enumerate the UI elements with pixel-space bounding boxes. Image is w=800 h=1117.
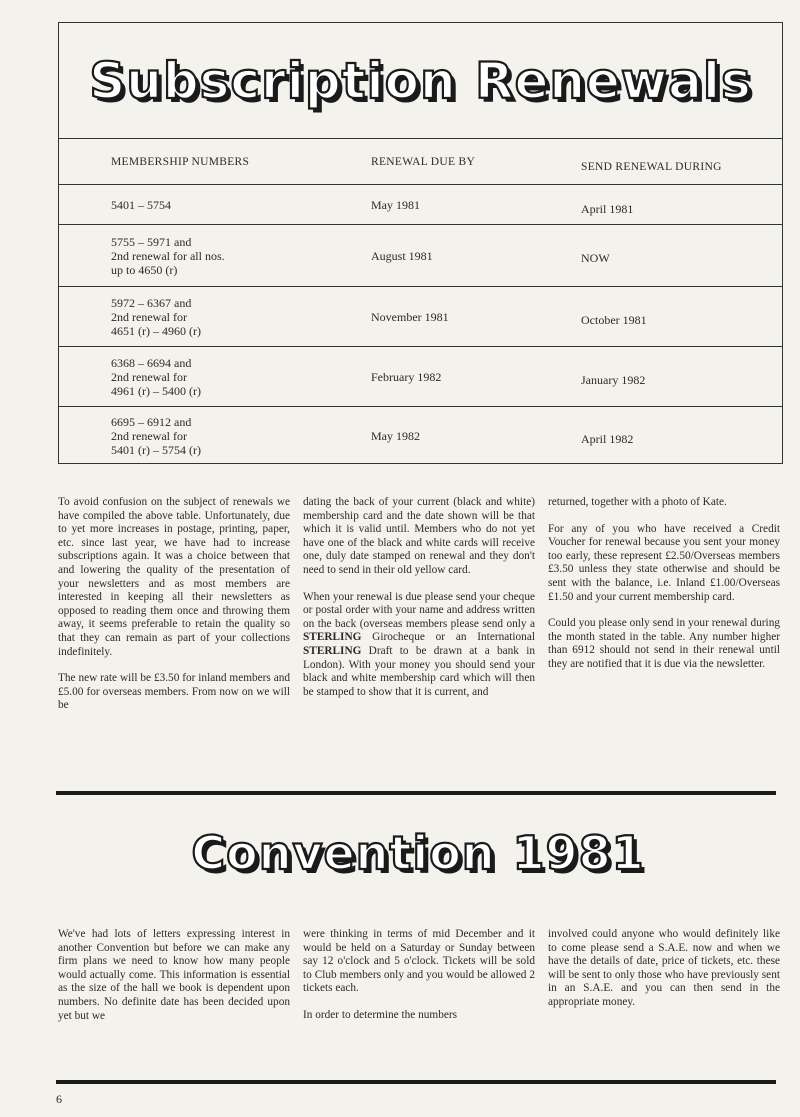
renewal-table [58, 22, 783, 464]
convention-paragraph: involved could anyone who would definitely like to come please send a S.A.E. now and when we have the details of date, price of tickets, etc. these will be sent to only those who have previously sent in an S.A.E. and you can then send in the appropriate money. [548, 928, 780, 1008]
sterling-emphasis: STERLING [303, 644, 362, 657]
convention-title: Convention 1981 [191, 826, 645, 880]
renewal-paragraph: To avoid confusion on the subject of renewals we have compiled the above table. Unfortunately, due to yet more increases in postage, printing, paper, etc. since last year, we have had to increase subscriptions again. It was a choice between that and lowering the quality of the presentation of your newsletters and as most members are interested in keeping all their newsletters as opposed to reading them once and throwing them away, it seems preferable to retain the quality so that they can remain as part of your collections indefinitely. [58, 496, 290, 658]
send-renewal-cell: April 1982 [581, 432, 634, 446]
convention-paragraph: We've had lots of letters expressing interest in another Convention but before we can make any firm plans we need to know how many people would actually come. This information is essential as the size of the hall we book is dependent upon numbers. No definite date has been decided upon yet but we [58, 928, 290, 1022]
membership-numbers-cell: 5755 – 5971 and 2nd renewal for all nos. up to 4650 (r) [111, 234, 225, 277]
membership-numbers-cell: 6368 – 6694 and 2nd renewal for 4961 (r) – 5400 (r) [111, 355, 201, 398]
renewal-text-col1 [58, 496, 290, 726]
sterling-emphasis: STERLING [303, 631, 362, 644]
header-membership-numbers: MEMBERSHIP NUMBERS [111, 155, 250, 168]
renewal-text-col3 [548, 496, 780, 726]
send-renewal-cell: NOW [581, 250, 610, 265]
membership-numbers-cell: 6695 – 6912 and 2nd renewal for 5401 (r) – 5754 (r) [111, 415, 201, 457]
table-row [59, 225, 782, 287]
table-header-row [59, 139, 782, 185]
membership-numbers-cell: 5401 – 5754 [111, 197, 171, 212]
page-number: 6 [56, 1092, 62, 1106]
convention-heading [58, 826, 778, 880]
send-renewal-cell: January 1982 [581, 372, 646, 387]
convention-text-col2 [303, 928, 535, 1036]
renewal-due-cell: February 1982 [371, 369, 442, 384]
renewal-paragraph: dating the back of your current (black and white) membership card and the date shown will be that which it is valid until. Members who do not yet have one of the black and white cards will receive one, duly date stamped on renewal and they don't need to send in their old yellow card. [303, 496, 535, 576]
table-row [59, 347, 782, 407]
renewal-paragraph: The new rate will be £3.50 for inland members and £5.00 for overseas members. From now on we will be [58, 672, 290, 712]
renewal-paragraph: returned, together with a photo of Kate. [548, 496, 727, 508]
send-renewal-cell: April 1981 [581, 201, 634, 216]
header-send-renewal: SEND RENEWAL DURING [581, 160, 722, 173]
table-row [59, 287, 782, 347]
renewal-paragraph: Could you please only send in your renewal during the month stated in the table. Any number higher than 6912 should not send in their renewal until they are notified that it is due via the newsletter. [548, 617, 780, 670]
table-row [59, 407, 782, 465]
table-row [59, 185, 782, 225]
renewal-title: Subscription Renewals [89, 51, 752, 110]
membership-numbers-cell: 5972 – 6367 and 2nd renewal for 4651 (r) – 4960 (r) [111, 295, 201, 338]
renewal-paragraph: When your renewal is due please send your cheque or postal order with your name and address written on the back (overseas members please send only a STERLING Girocheque or an International STERLING Draft to be drawn at a bank in London). With your money you should send your black and white membership card which will then be stamped to show that it is current, and [303, 590, 536, 698]
section-divider [56, 791, 776, 795]
convention-text-col1 [58, 928, 290, 1036]
renewal-due-cell: May 1982 [371, 429, 420, 443]
convention-text-col3 [548, 928, 780, 1036]
renewal-text-columns [58, 496, 780, 726]
renewal-due-cell: August 1981 [371, 248, 433, 263]
renewal-text-col2 [303, 496, 535, 726]
convention-text-columns [58, 928, 780, 1036]
renewal-due-cell: November 1981 [371, 309, 449, 324]
renewal-paragraph: For any of you who have received a Credit Voucher for renewal because you sent your money too early, these represent £2.50/Overseas members £3.50 unless they state otherwise and should be sent with the balance, i.e. Inland £1.00/Overseas £1.50 and your current membership card. [548, 522, 780, 603]
send-renewal-cell: October 1981 [581, 312, 647, 327]
renewal-due-cell: May 1981 [371, 197, 420, 212]
renewal-heading [59, 23, 782, 139]
convention-paragraph: were thinking in terms of mid December and it would be held on a Saturday or Sunday between say 12 o'clock and 5 o'clock. Tickets will be sold to Club members only and you would be allowed 2 tickets each. [303, 928, 535, 995]
convention-paragraph: In order to determine the numbers [303, 1008, 458, 1021]
footer-divider [56, 1080, 776, 1084]
header-renewal-due: RENEWAL DUE BY [371, 155, 476, 168]
